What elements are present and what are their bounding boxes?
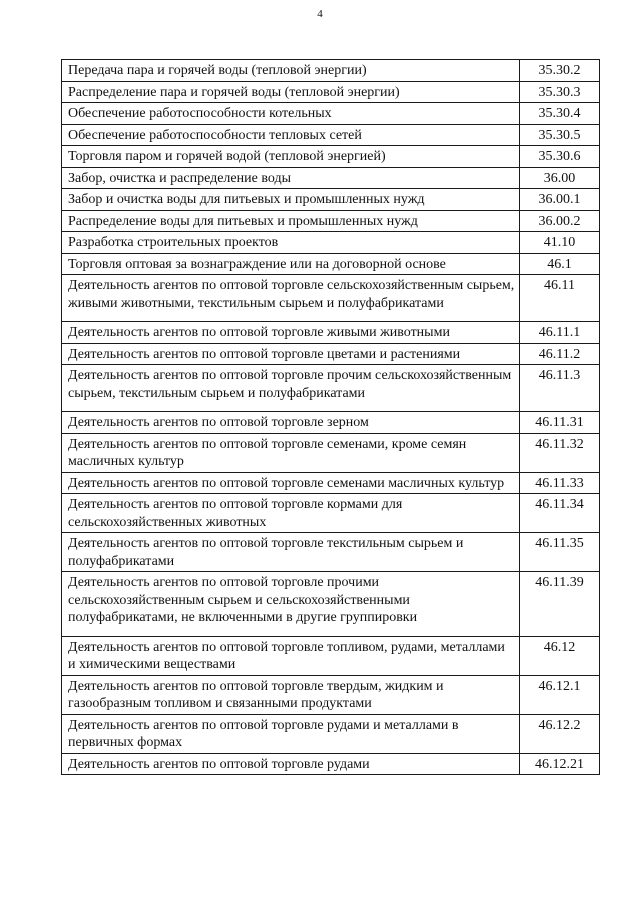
activity-name-cell: Деятельность агентов по оптовой торговле прочим сельскохозяйственным сырьем, текстильным сырьем и полуфабрикатами [62,365,520,412]
table-row [62,365,600,412]
table-row [62,433,600,472]
activity-name-cell: Деятельность агентов по оптовой торговле семенами масличных культур [62,472,520,494]
activity-name-cell: Торговля паром и горячей водой (тепловой энергией) [62,146,520,168]
table-row [62,210,600,232]
activity-code-cell: 36.00.1 [520,189,600,211]
activity-name-cell: Обеспечение работоспособности тепловых сетей [62,124,520,146]
table-row [62,322,600,344]
activity-name-cell: Деятельность агентов по оптовой торговле сельскохозяйственным сырьем, живыми животными, текстильным сырьем и полуфабрикатами [62,275,520,322]
table-row [62,232,600,254]
activity-code-cell: 35.30.2 [520,60,600,82]
activity-code-cell: 46.11.31 [520,412,600,434]
table-row [62,494,600,533]
activity-code-cell: 46.12.2 [520,714,600,753]
activity-name-cell: Деятельность агентов по оптовой торговле живыми животными [62,322,520,344]
activity-code-cell: 35.30.6 [520,146,600,168]
table-row [62,167,600,189]
activity-name-cell: Передача пара и горячей воды (тепловой энергии) [62,60,520,82]
activity-name-cell: Деятельность агентов по оптовой торговле топливом, рудами, металлами и химическими веществами [62,636,520,675]
activity-code-cell: 35.30.3 [520,81,600,103]
page-number: 4 [317,8,323,20]
activity-name-cell: Деятельность агентов по оптовой торговле кормами для сельскохозяйственных животных [62,494,520,533]
table-row [62,275,600,322]
okved-activity-table [61,59,600,775]
activity-code-cell: 46.11.39 [520,572,600,637]
table-row [62,146,600,168]
activity-code-cell: 46.11.2 [520,343,600,365]
table-row [62,675,600,714]
activity-code-cell: 46.11.33 [520,472,600,494]
table-row [62,343,600,365]
activity-code-cell: 36.00 [520,167,600,189]
table-row [62,636,600,675]
activity-code-cell: 35.30.5 [520,124,600,146]
activity-name-cell: Торговля оптовая за вознаграждение или на договорной основе [62,253,520,275]
activity-code-cell: 46.11 [520,275,600,322]
activity-code-cell: 46.12 [520,636,600,675]
activity-name-cell: Забор, очистка и распределение воды [62,167,520,189]
activity-code-cell: 46.12.21 [520,753,600,775]
activity-name-cell: Деятельность агентов по оптовой торговле текстильным сырьем и полуфабрикатами [62,533,520,572]
table-row [62,412,600,434]
activity-code-cell: 46.11.34 [520,494,600,533]
activity-name-cell: Деятельность агентов по оптовой торговле цветами и растениями [62,343,520,365]
table-row [62,714,600,753]
activity-code-cell: 36.00.2 [520,210,600,232]
table-row [62,753,600,775]
activity-code-cell: 46.1 [520,253,600,275]
activity-code-cell: 46.12.1 [520,675,600,714]
activity-name-cell: Деятельность агентов по оптовой торговле семенами, кроме семян масличных культур [62,433,520,472]
activity-name-cell: Забор и очистка воды для питьевых и промышленных нужд [62,189,520,211]
activity-name-cell: Деятельность агентов по оптовой торговле рудами и металлами в первичных формах [62,714,520,753]
table-row [62,124,600,146]
activity-name-cell: Деятельность агентов по оптовой торговле зерном [62,412,520,434]
activity-name-cell: Распределение воды для питьевых и промышленных нужд [62,210,520,232]
activity-name-cell: Деятельность агентов по оптовой торговле твердым, жидким и газообразным топливом и связанными продуктами [62,675,520,714]
table-row [62,572,600,637]
activity-name-cell: Распределение пара и горячей воды (тепловой энергии) [62,81,520,103]
activity-name-cell: Деятельность агентов по оптовой торговле рудами [62,753,520,775]
activity-name-cell: Обеспечение работоспособности котельных [62,103,520,125]
activity-code-cell: 46.11.32 [520,433,600,472]
activity-code-cell: 46.11.3 [520,365,600,412]
activity-name-cell: Деятельность агентов по оптовой торговле прочими сельскохозяйственным сырьем и сельскохозяйственными полуфабрикатами, не включенными в другие группировки [62,572,520,637]
table-row [62,189,600,211]
activity-code-cell: 41.10 [520,232,600,254]
table-row [62,81,600,103]
table-row [62,253,600,275]
activity-code-cell: 46.11.35 [520,533,600,572]
table-row [62,472,600,494]
activity-name-cell: Разработка строительных проектов [62,232,520,254]
activity-code-cell: 35.30.4 [520,103,600,125]
table-row [62,103,600,125]
table-row [62,533,600,572]
table-row [62,60,600,82]
activity-code-cell: 46.11.1 [520,322,600,344]
